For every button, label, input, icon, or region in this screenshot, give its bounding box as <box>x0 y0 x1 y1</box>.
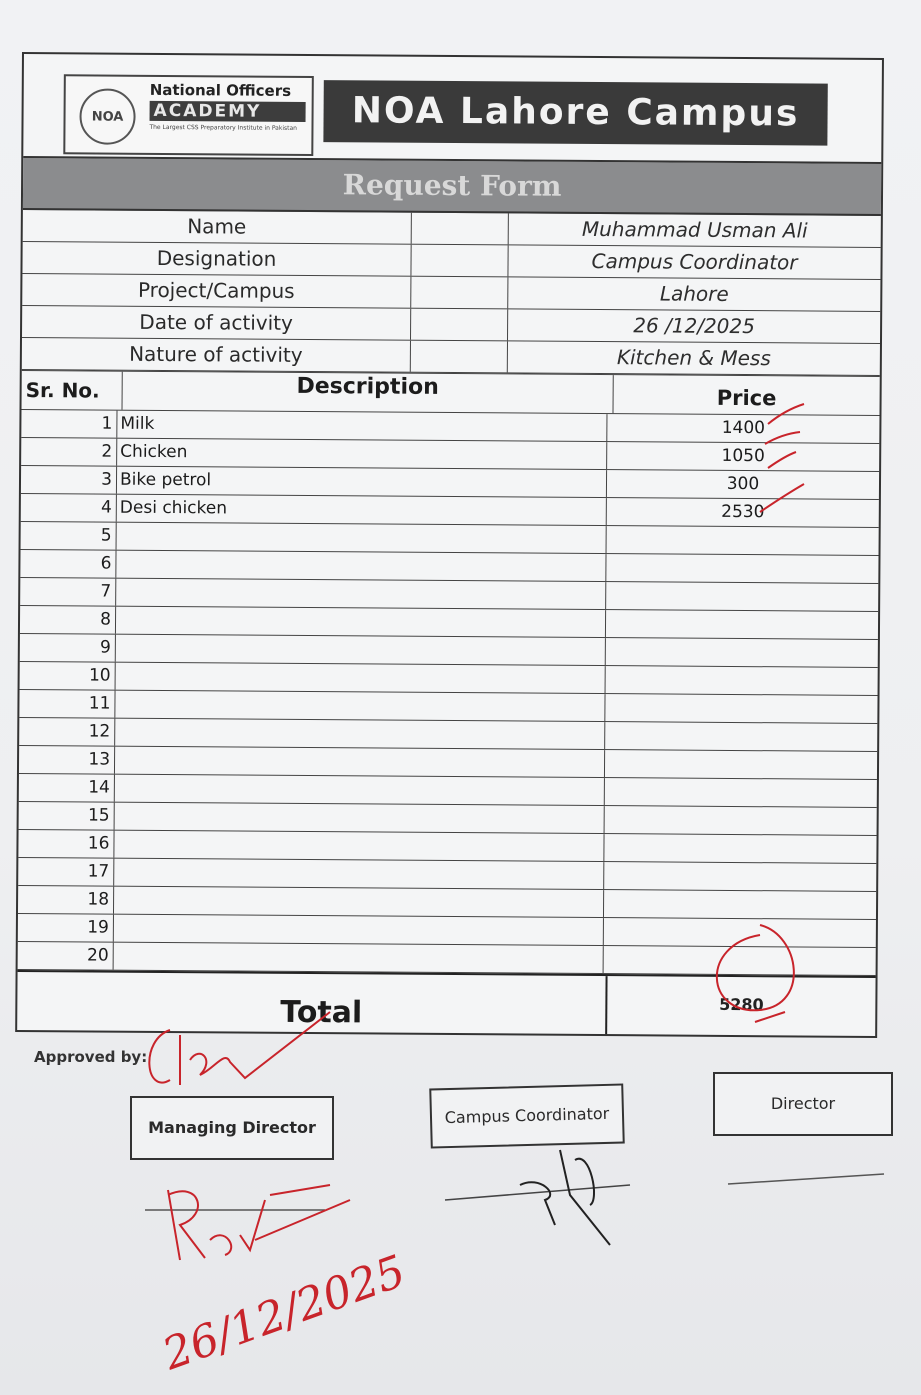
row-sr-no: 7 <box>20 578 116 606</box>
row-description <box>115 691 605 721</box>
header-price: Price <box>716 385 777 411</box>
info-value: Kitchen & Mess <box>616 345 771 371</box>
info-block <box>22 210 881 376</box>
row-price <box>605 750 877 779</box>
director-box: Director <box>713 1072 893 1136</box>
approved-by-label: Approved by: <box>34 1048 148 1066</box>
row-sr-no: 17 <box>18 858 114 886</box>
row-description: Bike petrol <box>117 467 607 497</box>
managing-director-box: Managing Director <box>130 1096 334 1160</box>
campus-title: NOA Lahore Campus <box>323 80 827 146</box>
info-label: Name <box>23 210 412 244</box>
row-price <box>606 582 878 611</box>
row-price <box>606 554 878 583</box>
row-sr-no: 5 <box>21 522 117 550</box>
row-sr-no: 2 <box>21 438 117 466</box>
row-description: Desi chicken <box>117 495 607 525</box>
info-value: 26 /12/2025 <box>633 313 756 339</box>
row-price <box>606 610 878 639</box>
row-sr-no: 11 <box>19 690 115 718</box>
row-sr-no: 9 <box>20 634 116 662</box>
header-description: Description <box>123 372 614 413</box>
header-sr-no: Sr. No. <box>22 371 123 410</box>
row-sr-no: 15 <box>19 802 115 830</box>
row-price <box>604 862 876 891</box>
org-name: National Officers <box>149 80 292 100</box>
row-price <box>606 638 878 667</box>
info-spacer <box>412 213 509 245</box>
row-description <box>116 635 606 665</box>
row-description <box>114 831 604 861</box>
campus-coordinator-signature <box>445 1150 630 1245</box>
row-sr-no: 3 <box>21 466 117 494</box>
row-description <box>114 915 604 945</box>
row-description: Milk <box>117 411 607 441</box>
row-sr-no: 20 <box>18 942 114 970</box>
row-description <box>116 579 606 609</box>
row-description <box>115 803 605 833</box>
row-price <box>604 834 876 863</box>
row-price <box>604 918 876 947</box>
row-sr-no: 13 <box>19 746 115 774</box>
info-value: Campus Coordinator <box>591 248 798 275</box>
director-signature-line <box>728 1174 884 1184</box>
items-header <box>22 370 880 416</box>
campus-coordinator-box: Campus Coordinator <box>429 1083 625 1148</box>
row-description: Chicken <box>117 439 607 469</box>
managing-director-signature <box>145 1185 350 1260</box>
row-price <box>605 722 877 751</box>
row-price: 300 <box>726 473 760 495</box>
row-price <box>604 946 876 975</box>
row-sr-no: 8 <box>20 606 116 634</box>
row-price <box>605 806 877 835</box>
total-label: Total <box>17 972 607 1034</box>
row-price <box>604 890 876 919</box>
info-label: Date of activity <box>22 306 411 340</box>
row-description <box>115 775 605 805</box>
row-sr-no: 18 <box>18 886 114 914</box>
total-row <box>17 970 875 1036</box>
row-description <box>116 551 606 581</box>
row-price <box>605 778 877 807</box>
info-value: Lahore <box>659 281 729 306</box>
info-value: Muhammad Usman Ali <box>581 216 808 243</box>
handwritten-date-text: 26/12/2025 <box>156 1245 413 1381</box>
row-sr-no: 4 <box>21 494 117 522</box>
row-sr-no: 16 <box>18 830 114 858</box>
row-description <box>117 523 607 553</box>
row-sr-no: 1 <box>21 410 117 438</box>
row-sr-no: 14 <box>19 774 115 802</box>
row-price: 2530 <box>721 501 765 523</box>
info-label: Nature of activity <box>22 338 411 372</box>
row-sr-no: 6 <box>20 550 116 578</box>
request-form <box>15 52 884 1038</box>
org-tagline: The Largest CSS Preparatory Institute in Pakistan <box>149 123 297 132</box>
academy-logo <box>63 74 314 156</box>
row-description <box>114 887 604 917</box>
row-price <box>605 694 877 723</box>
row-price: 1050 <box>721 445 765 467</box>
row-description <box>115 719 605 749</box>
row-sr-no: 10 <box>20 662 116 690</box>
info-label: Designation <box>22 242 411 276</box>
form-title: Request Form <box>23 158 881 216</box>
row-description <box>114 859 604 889</box>
row-price: 1400 <box>721 417 766 439</box>
row-description <box>114 943 604 973</box>
items-table <box>18 410 880 976</box>
total-value: 5280 <box>719 994 764 1015</box>
academy-seal-icon: NOA <box>79 88 135 144</box>
row-sr-no: 12 <box>19 718 115 746</box>
row-price <box>606 666 878 695</box>
info-spacer <box>411 309 508 341</box>
row-description <box>116 663 606 693</box>
info-spacer <box>411 245 508 277</box>
row-description <box>115 747 605 777</box>
handwritten-date <box>155 1246 412 1381</box>
info-label: Project/Campus <box>22 274 411 308</box>
row-sr-no: 19 <box>18 914 114 942</box>
info-spacer <box>411 341 508 373</box>
form-header <box>23 54 882 164</box>
row-price <box>607 526 879 555</box>
org-academy: ACADEMY <box>150 101 306 122</box>
info-spacer <box>411 277 508 309</box>
row-description <box>116 607 606 637</box>
